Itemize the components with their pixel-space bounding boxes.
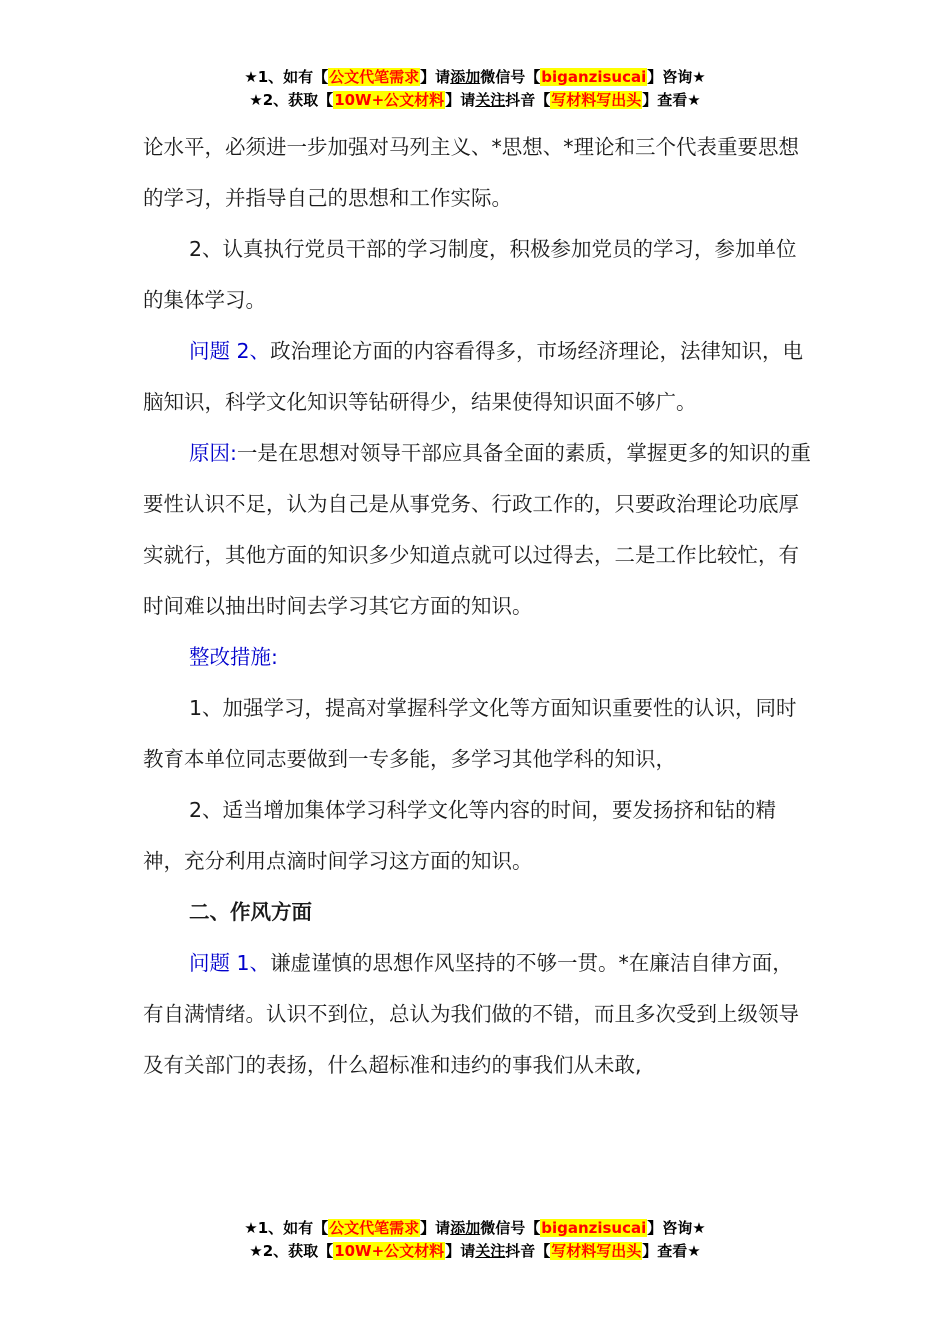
banner-underlined-text: 关注 [475,91,506,109]
banner-underlined-text: 添加 [450,68,481,86]
banner-text: 】咨询★ [647,1219,706,1237]
section-heading: 二、作风方面 [189,900,312,924]
banner-text: 微信号【 [480,1219,541,1237]
banner-text: 】请 [420,1219,451,1237]
banner-text: 】请 [445,91,476,109]
banner-text: 抖音【 [505,91,551,109]
banner-text: 】查看★ [642,91,701,109]
paragraph-cause [143,428,813,632]
issue-text: 政治理论方面的内容看得多，市场经济理论，法律知识，电脑知识，科学文化知识等钻研得少，结果使得知识面不够广。 [143,339,804,414]
banner-line-1 [0,1217,950,1240]
banner-text: 】咨询★ [647,68,706,86]
highlight-wechat-id: biganzisucai [541,1219,647,1237]
highlight-materials: 10W+公文材料 [334,1242,445,1260]
highlight-wechat-id: biganzisucai [541,68,647,86]
banner-text: 】请 [420,68,451,86]
header-banner [0,66,950,112]
banner-underlined-text: 添加 [450,1219,481,1237]
banner-line-2 [0,89,950,112]
cause-label: 原因: [189,441,237,465]
issue-label: 问题 1、 [189,951,271,975]
highlight-service: 公文代笔需求 [329,68,420,86]
highlight-douyin-account: 写材料写出头 [551,1242,642,1260]
banner-underlined-text: 关注 [475,1242,506,1260]
issue-text: 谦虚谨慎的思想作风坚持的不够一贯。*在廉洁自律方面，有自满情绪。认识不到位，总认为我们做的不错，而且多次受到上级领导及有关部门的表扬，什么超标准和违约的事我们从未敢, [143,951,799,1077]
highlight-service: 公文代笔需求 [329,1219,420,1237]
paragraph: 1、加强学习，提高对掌握科学文化等方面知识重要性的认识，同时教育本单位同志要做到一专多能，多学习其他学科的知识， [143,696,797,771]
banner-text: ★1、如有【 [244,68,329,86]
banner-line-1 [0,66,950,89]
rectification-label: 整改措施: [189,645,278,669]
banner-text: ★1、如有【 [244,1219,329,1237]
banner-text: 微信号【 [480,68,541,86]
banner-text: ★2、获取【 [249,91,334,109]
banner-text: 】请 [445,1242,476,1260]
document-body [143,122,813,1091]
banner-line-2 [0,1240,950,1263]
highlight-douyin-account: 写材料写出头 [551,91,642,109]
banner-text: 抖音【 [505,1242,551,1260]
banner-text: 】查看★ [642,1242,701,1260]
paragraph: 2、适当增加集体学习科学文化等内容的时间，要发扬挤和钻的精神，充分利用点滴时间学习这方面的知识。 [143,798,777,873]
issue-label: 问题 2、 [189,339,271,363]
highlight-materials: 10W+公文材料 [334,91,445,109]
cause-text: 一是在思想对领导干部应具备全面的素质，掌握更多的知识的重要性认识不足，认为自己是从事党务、行政工作的，只要政治理论功底厚实就行，其他方面的知识多少知道点就可以过得去，二是工作比较忙，有时间难以抽出时间去学习其它方面的知识。 [143,441,811,618]
paragraph-issue-1 [143,938,813,1091]
paragraph: 论水平，必须进一步加强对马列主义、*思想、*理论和三个代表重要思想的学习，并指导自己的思想和工作实际。 [143,135,799,210]
paragraph-issue-2 [143,326,813,428]
footer-banner [0,1217,950,1263]
paragraph: 2、认真执行党员干部的学习制度，积极参加党员的学习，参加单位的集体学习。 [143,237,797,312]
banner-text: ★2、获取【 [249,1242,334,1260]
